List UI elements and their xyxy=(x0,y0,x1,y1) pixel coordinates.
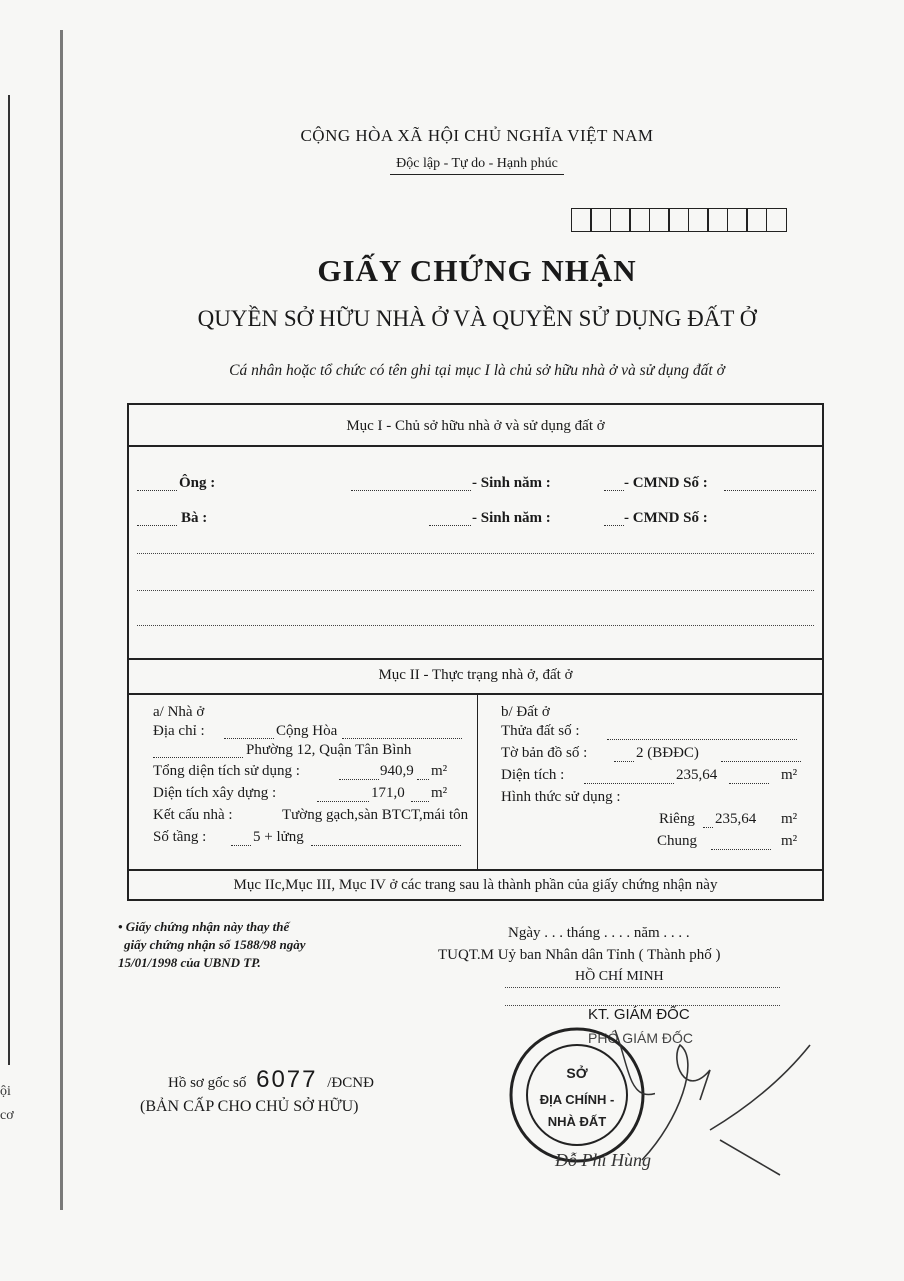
private-label: Riêng xyxy=(659,811,695,827)
signer-title: KT. GIÁM ĐỐC xyxy=(588,1006,690,1023)
left-edge-text-1: ội xyxy=(0,1084,11,1099)
copy-note: (BẢN CẤP CHO CHỦ SỞ HỮU) xyxy=(140,1098,359,1115)
adjacent-page-edge xyxy=(0,95,10,1065)
id-label-2: - CMND Số : xyxy=(624,510,708,526)
left-edge-text-2: cơ xyxy=(0,1108,14,1123)
record-number-value: 6077 xyxy=(256,1066,318,1093)
map-sheet-label: Tờ bản đồ số : xyxy=(501,745,588,761)
footer-row-text: Mục IIc,Mục III, Mục IV ở các trang sau là thành phần của giấy chứng nhận này xyxy=(233,877,718,893)
signer-subtitle: PHÓ GIÁM ĐỐC xyxy=(588,1030,694,1046)
structure-value: Tường gạch,sàn BTCT,mái tôn xyxy=(282,807,469,823)
common-unit: m² xyxy=(781,833,798,849)
private-unit: m² xyxy=(781,811,798,827)
floors-value: 5 + lửng xyxy=(253,829,304,845)
land-heading: b/ Đất ở xyxy=(501,704,550,720)
land-area-label: Diện tích : xyxy=(501,767,565,783)
record-number: Hồ sơ gốc số 6077 /ĐCNĐ xyxy=(168,1066,374,1093)
serial-number-boxes xyxy=(572,208,787,232)
owner-ong-label: Ông : xyxy=(179,475,216,491)
total-area-value: 940,9 xyxy=(380,763,414,779)
birth-year-label-2: - Sinh năm : xyxy=(472,510,551,526)
signature-stroke xyxy=(640,1040,830,1180)
structure-label: Kết cấu nhà : xyxy=(153,807,233,823)
intro-text: Cá nhân hoặc tổ chức có tên ghi tại mục I là chủ sở hữu nhà ở và sử dụng đất ở xyxy=(229,362,725,379)
build-area-unit: m² xyxy=(431,785,448,801)
divider xyxy=(129,658,822,660)
map-sheet-value: 2 (BĐĐC) xyxy=(636,745,699,761)
usage-form-label: Hình thức sử dụng : xyxy=(501,789,621,805)
build-area-value: 171,0 xyxy=(371,785,405,801)
house-heading: a/ Nhà ở xyxy=(153,704,205,720)
plot-label: Thửa đất số : xyxy=(501,723,580,739)
replacement-note: • Giấy chứng nhận này thay thế giấy chứng nhận số 1588/98 ngày 15/01/1998 của UBND TP. xyxy=(118,919,306,970)
address-label: Địa chỉ : xyxy=(153,723,205,739)
city-name: HỒ CHÍ MINH xyxy=(575,969,664,984)
total-area-unit: m² xyxy=(431,763,448,779)
seal-text-3: NHÀ ĐẤT xyxy=(547,1114,607,1129)
motto: Độc lập - Tự do - Hạnh phúc xyxy=(0,156,904,172)
divider xyxy=(129,445,822,447)
signer-name: Đỗ Phi Hùng xyxy=(555,1150,651,1170)
dotted-line xyxy=(505,987,780,988)
land-area-unit: m² xyxy=(781,767,798,783)
document-title: GIẤY CHỨNG NHẬN xyxy=(317,253,637,288)
issue-date: Ngày . . . tháng . . . . năm . . . . xyxy=(508,925,690,941)
document-subtitle: QUYỀN SỞ HỮU NHÀ Ở VÀ QUYỀN SỬ DỤNG ĐẤT Ở xyxy=(197,306,757,331)
owner-ba-label: Bà : xyxy=(181,510,208,526)
official-seal xyxy=(505,1020,655,1170)
section1-title: Mục I - Chủ sở hữu nhà ở và sử dụng đất ở xyxy=(346,418,605,434)
build-area-label: Diện tích xây dựng : xyxy=(153,785,277,801)
page-fold xyxy=(60,30,63,1210)
common-label: Chung xyxy=(657,833,698,849)
divider xyxy=(129,693,822,695)
land-area-value: 235,64 xyxy=(676,767,718,783)
seal-text-2: ĐỊA CHÍNH - xyxy=(539,1092,615,1107)
column-divider xyxy=(477,695,478,869)
address-value: Cộng Hòa xyxy=(276,723,338,739)
country-header: CỘNG HÒA XÃ HỘI CHỦ NGHĨA VIỆT NAM xyxy=(300,126,654,145)
id-label-1: - CMND Số : xyxy=(624,475,708,491)
total-area-label: Tổng diện tích sử dụng : xyxy=(153,763,300,779)
birth-year-label-1: - Sinh năm : xyxy=(472,475,551,491)
floors-label: Số tầng : xyxy=(153,829,207,845)
divider xyxy=(129,869,822,871)
authority-line: TUQT.M Uỷ ban Nhân dân Tỉnh ( Thành phố ) xyxy=(438,947,721,963)
private-value: 235,64 xyxy=(715,811,757,827)
seal-text-1: SỞ xyxy=(566,1065,588,1081)
certificate-table xyxy=(127,403,824,901)
ward-value: Phường 12, Quận Tân Bình xyxy=(246,742,412,758)
section2-title: Mục II - Thực trạng nhà ở, đất ở xyxy=(378,667,573,683)
